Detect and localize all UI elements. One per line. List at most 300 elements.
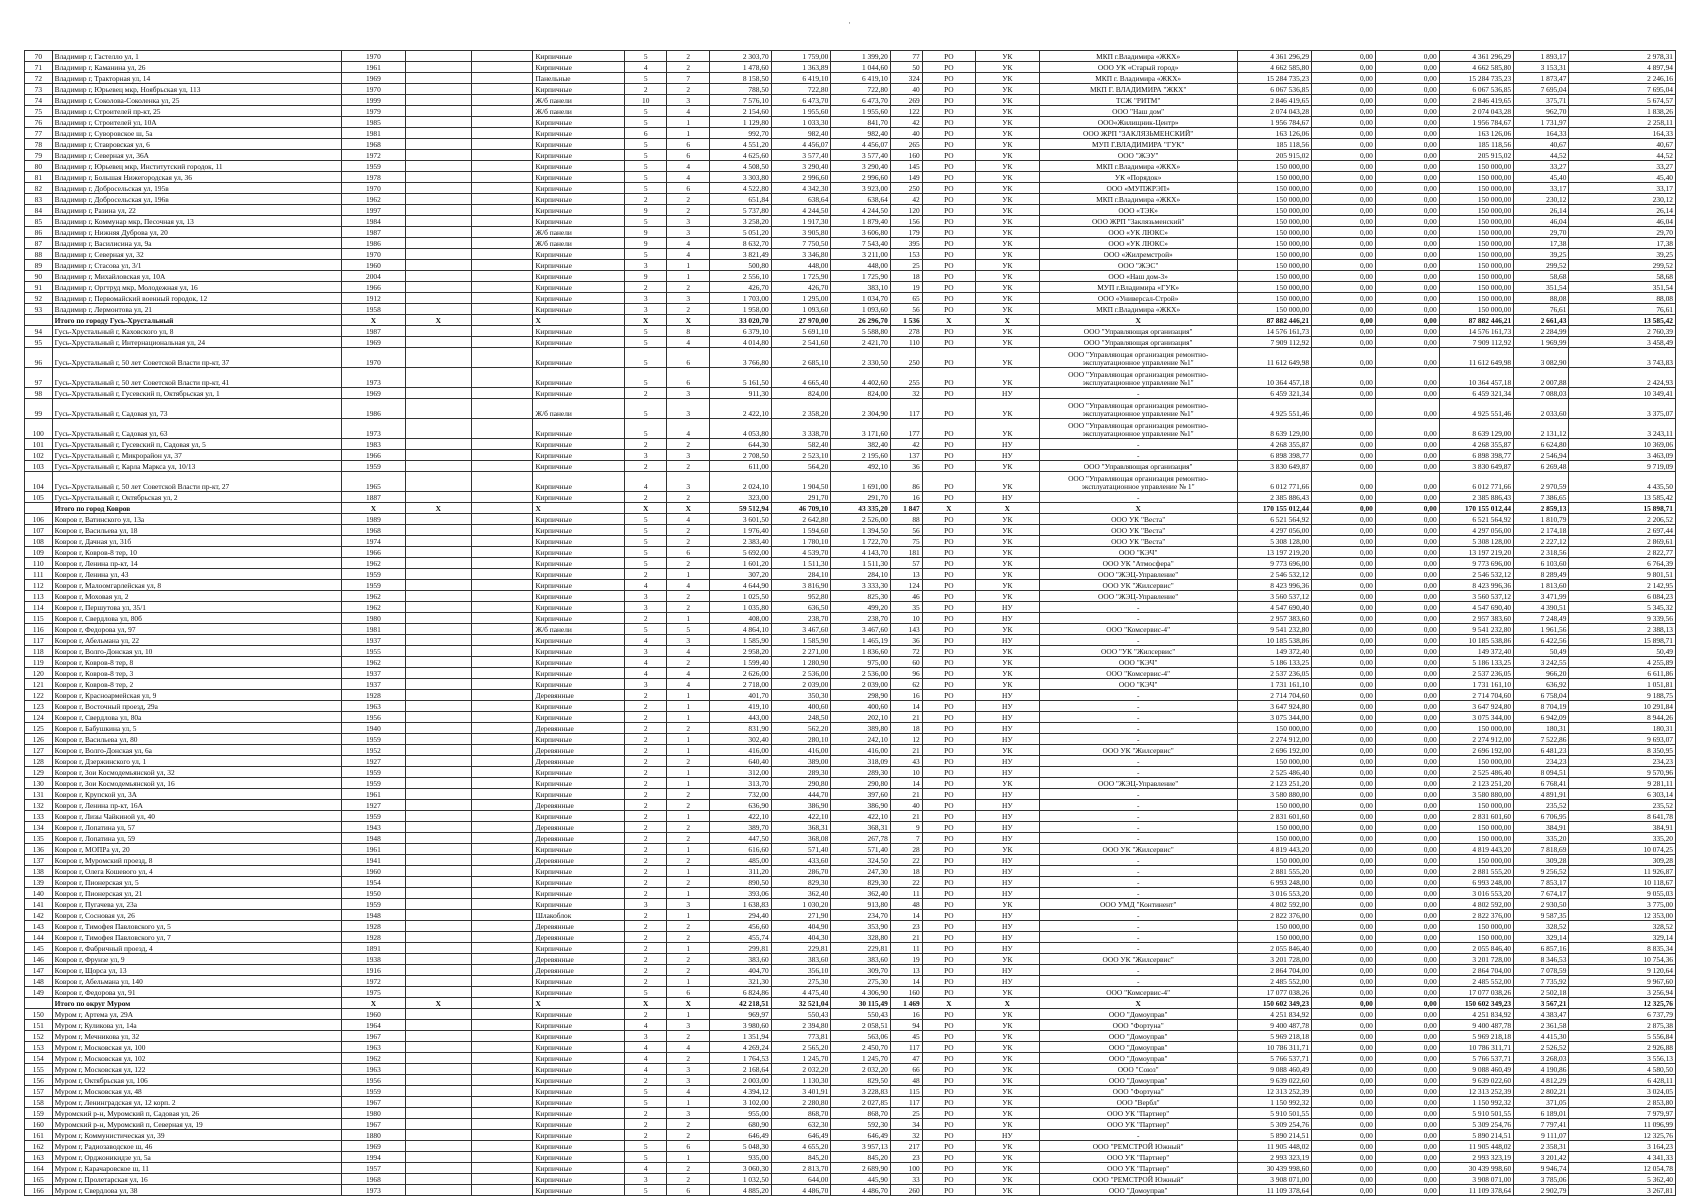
manager-cell: МУП Г.ВЛАДИМИРА "ГУК" [1039, 139, 1237, 150]
row-number: 112 [25, 580, 53, 591]
fund-share-cell: 0,00 [1312, 569, 1376, 580]
row-number: 73 [25, 84, 53, 95]
address-cell: Ковров г, Лизы Чайкиной ул, 40 [52, 811, 341, 822]
year-built-cell: 1962 [342, 194, 406, 205]
owners-cost-cell: 2 714 704,60 [1439, 690, 1513, 701]
total-area-cell: 992,70 [710, 128, 772, 139]
budget-share-cell: 0,00 [1375, 326, 1439, 337]
fund-share-cell: 0,00 [1312, 558, 1376, 569]
year-reconstruction-cell [405, 712, 471, 723]
row-number: 89 [25, 260, 53, 271]
total-area-cell: 307,20 [710, 569, 772, 580]
living-area-cell: 1 917,30 [771, 216, 831, 227]
year-built-cell: 1928 [342, 690, 406, 701]
total-area-cell: 3 601,50 [710, 514, 772, 525]
row-number: 148 [25, 976, 53, 987]
row-number: 102 [25, 450, 53, 461]
fund-cell: РО [922, 1152, 975, 1163]
floors-cell: 4 [624, 1064, 667, 1075]
wall-material-cell: Кирпичные [533, 943, 624, 954]
table-row [25, 789, 1676, 800]
budget-share-cell: 0,00 [1375, 150, 1439, 161]
address-cell: Ковров г, Першутова ул, 35/1 [52, 602, 341, 613]
private-area-cell: 829,30 [831, 877, 891, 888]
cost-per-m2-cell: 2 661,43 [1514, 315, 1569, 326]
management-form-cell: УК [975, 1009, 1039, 1020]
owners-cost-cell: 150 000,00 [1439, 822, 1513, 833]
living-area-cell: 284,10 [771, 569, 831, 580]
cost-per-m2-cell: 2 970,59 [1514, 472, 1569, 492]
manager-cell: - [1039, 910, 1237, 921]
manager-cell: - [1039, 613, 1237, 624]
manager-cell: ООО УК "Партнер" [1039, 1163, 1237, 1174]
budget-share-cell: 0,00 [1375, 789, 1439, 800]
year-reconstruction-cell: Х [405, 315, 471, 326]
entrances-cell: 3 [667, 635, 710, 646]
blank-cell [471, 767, 533, 778]
manager-cell: ООО "Наш дом" [1039, 106, 1237, 117]
total-area-cell: 299,81 [710, 943, 772, 954]
residents-cell: 143 [890, 624, 922, 635]
table-row [25, 866, 1676, 877]
limit-per-m2-cell: 40,67 [1569, 139, 1676, 150]
year-built-cell: 1994 [342, 1152, 406, 1163]
private-area-cell: 638,64 [831, 194, 891, 205]
management-form-cell: УК [975, 1108, 1039, 1119]
wall-material-cell: Х [533, 503, 624, 514]
owners-cost-cell: 150 000,00 [1439, 271, 1513, 282]
blank-cell [471, 238, 533, 249]
blank-cell [471, 580, 533, 591]
residents-cell: 65 [890, 293, 922, 304]
limit-per-m2-cell: 2 424,93 [1569, 368, 1676, 388]
address-cell: Владимир г, Большая Нижегородская ул, 36 [52, 172, 341, 183]
budget-share-cell: 0,00 [1375, 1119, 1439, 1130]
floors-cell: 5 [624, 1152, 667, 1163]
limit-per-m2-cell: 39,25 [1569, 249, 1676, 260]
total-area-cell: 3 258,20 [710, 216, 772, 227]
wall-material-cell: Ж/б панели [533, 106, 624, 117]
manager-cell: ООО "Управляющая организация ремонтно-эксплуатационное управление №1" [1039, 399, 1237, 419]
entrances-cell: 2 [667, 194, 710, 205]
table-row [25, 337, 1676, 348]
budget-share-cell: 0,00 [1375, 51, 1439, 62]
row-number: 115 [25, 613, 53, 624]
address-cell: Муром г, Московская ул, 102 [52, 1053, 341, 1064]
entrances-cell: 6 [667, 1185, 710, 1196]
year-built-cell: 1937 [342, 635, 406, 646]
residents-cell: 160 [890, 150, 922, 161]
entrances-cell: 4 [667, 172, 710, 183]
cost-per-m2-cell: 371,05 [1514, 1097, 1569, 1108]
blank-cell [471, 128, 533, 139]
cost-per-m2-cell: 351,54 [1514, 282, 1569, 293]
limit-per-m2-cell: 2 926,88 [1569, 1042, 1676, 1053]
owners-cost-cell: 150 000,00 [1439, 932, 1513, 943]
total-cost-cell: 150 000,00 [1237, 833, 1311, 844]
fund-cell: РО [922, 932, 975, 943]
entrances-cell: 2 [667, 1174, 710, 1185]
total-area-cell: 8 158,50 [710, 73, 772, 84]
manager-cell: ООО "УК "Жилсервис" [1039, 646, 1237, 657]
budget-share-cell: 0,00 [1375, 348, 1439, 368]
row-number: 119 [25, 657, 53, 668]
floors-cell: 2 [624, 1119, 667, 1130]
budget-share-cell: 0,00 [1375, 315, 1439, 326]
budget-share-cell: 0,00 [1375, 84, 1439, 95]
total-area-cell: 2 003,00 [710, 1075, 772, 1086]
row-number: 153 [25, 1042, 53, 1053]
address-cell: Муром г, Мечникова ул, 32 [52, 1031, 341, 1042]
cost-per-m2-cell: 6 422,56 [1514, 635, 1569, 646]
budget-share-cell: 0,00 [1375, 569, 1439, 580]
floors-cell: 2 [624, 844, 667, 855]
floors-cell: 2 [624, 439, 667, 450]
wall-material-cell: Кирпичные [533, 514, 624, 525]
residents-cell: 40 [890, 128, 922, 139]
budget-share-cell: 0,00 [1375, 756, 1439, 767]
floors-cell: 5 [624, 368, 667, 388]
row-number: 120 [25, 668, 53, 679]
fund-share-cell: 0,00 [1312, 95, 1376, 106]
year-built-cell: 1937 [342, 668, 406, 679]
row-number: 104 [25, 472, 53, 492]
total-area-cell: 455,74 [710, 932, 772, 943]
fund-cell: РО [922, 1174, 975, 1185]
total-cost-cell: 3 647 924,80 [1237, 701, 1311, 712]
wall-material-cell: Кирпичные [533, 348, 624, 368]
limit-per-m2-cell: 384,91 [1569, 822, 1676, 833]
owners-cost-cell: 4 361 296,29 [1439, 51, 1513, 62]
floors-cell: 4 [624, 635, 667, 646]
cost-per-m2-cell: 636,92 [1514, 679, 1569, 690]
entrances-cell: 2 [667, 591, 710, 602]
limit-per-m2-cell: 26,14 [1569, 205, 1676, 216]
subtotal-row [25, 315, 1676, 326]
limit-per-m2-cell: 13 585,42 [1569, 492, 1676, 503]
wall-material-cell: Кирпичные [533, 194, 624, 205]
blank-cell [471, 194, 533, 205]
fund-cell: РО [922, 547, 975, 558]
row-number: 99 [25, 399, 53, 419]
address-cell: Ковров г, Ленина пр-кт, 14 [52, 558, 341, 569]
limit-per-m2-cell: 9 967,60 [1569, 976, 1676, 987]
cost-per-m2-cell: 9 587,35 [1514, 910, 1569, 921]
fund-share-cell: 0,00 [1312, 304, 1376, 315]
cost-per-m2-cell: 7 078,59 [1514, 965, 1569, 976]
year-reconstruction-cell [405, 106, 471, 117]
fund-share-cell: 0,00 [1312, 472, 1376, 492]
floors-cell: 2 [624, 965, 667, 976]
owners-cost-cell: 185 118,56 [1439, 139, 1513, 150]
management-form-cell: УК [975, 51, 1039, 62]
manager-cell: ООО "Управляющая организация" [1039, 326, 1237, 337]
year-reconstruction-cell [405, 304, 471, 315]
total-area-cell: 419,10 [710, 701, 772, 712]
blank-cell [471, 183, 533, 194]
limit-per-m2-cell: 6 611,86 [1569, 668, 1676, 679]
owners-cost-cell: 10 786 311,71 [1439, 1042, 1513, 1053]
living-area-cell: 2 685,10 [771, 348, 831, 368]
fund-share-cell: 0,00 [1312, 1174, 1376, 1185]
fund-cell: РО [922, 514, 975, 525]
manager-cell: - [1039, 712, 1237, 723]
table-row [25, 767, 1676, 778]
fund-cell: РО [922, 1053, 975, 1064]
blank-cell [471, 613, 533, 624]
fund-share-cell: 0,00 [1312, 450, 1376, 461]
budget-share-cell: 0,00 [1375, 745, 1439, 756]
manager-cell: ООО УК "Жилсервис" [1039, 580, 1237, 591]
living-area-cell: 356,10 [771, 965, 831, 976]
fund-cell: РО [922, 635, 975, 646]
private-area-cell: 824,00 [831, 388, 891, 399]
private-area-cell: 2 195,60 [831, 450, 891, 461]
budget-share-cell: 0,00 [1375, 866, 1439, 877]
row-number: 163 [25, 1152, 53, 1163]
table-row [25, 128, 1676, 139]
budget-share-cell: 0,00 [1375, 1174, 1439, 1185]
address-cell: Владимир г, Лермонтова ул, 21 [52, 304, 341, 315]
total-area-cell: 404,70 [710, 965, 772, 976]
fund-share-cell: 0,00 [1312, 1009, 1376, 1020]
blank-cell [471, 734, 533, 745]
table-row [25, 95, 1676, 106]
year-reconstruction-cell [405, 580, 471, 591]
management-form-cell: УК [975, 282, 1039, 293]
table-row [25, 172, 1676, 183]
owners-cost-cell: 4 819 443,20 [1439, 844, 1513, 855]
owners-cost-cell: 7 909 112,92 [1439, 337, 1513, 348]
total-area-cell: 294,40 [710, 910, 772, 921]
total-area-cell: 3 766,80 [710, 348, 772, 368]
address-cell: Ковров г, Федорова ул, 97 [52, 624, 341, 635]
residents-cell: 36 [890, 635, 922, 646]
manager-cell: ООО "КЭЧ" [1039, 547, 1237, 558]
row-number: 144 [25, 932, 53, 943]
entrances-cell: 4 [667, 668, 710, 679]
budget-share-cell: 0,00 [1375, 139, 1439, 150]
owners-cost-cell: 6 459 321,34 [1439, 388, 1513, 399]
total-area-cell: 636,90 [710, 800, 772, 811]
year-reconstruction-cell [405, 282, 471, 293]
limit-per-m2-cell: 234,23 [1569, 756, 1676, 767]
limit-per-m2-cell: 2 978,31 [1569, 51, 1676, 62]
fund-share-cell: 0,00 [1312, 646, 1376, 657]
management-form-cell: УК [975, 326, 1039, 337]
row-number: 151 [25, 1020, 53, 1031]
fund-cell: РО [922, 293, 975, 304]
entrances-cell: 2 [667, 1119, 710, 1130]
year-built-cell: Х [342, 315, 406, 326]
living-area-cell: 2 565,20 [771, 1042, 831, 1053]
owners-cost-cell: 150 000,00 [1439, 855, 1513, 866]
management-form-cell: НУ [975, 690, 1039, 701]
cost-per-m2-cell: 2 526,52 [1514, 1042, 1569, 1053]
floors-cell: 5 [624, 216, 667, 227]
blank-cell [471, 987, 533, 998]
budget-share-cell: 0,00 [1375, 899, 1439, 910]
entrances-cell: 3 [667, 216, 710, 227]
owners-cost-cell: 150 000,00 [1439, 161, 1513, 172]
limit-per-m2-cell: 8 944,26 [1569, 712, 1676, 723]
row-number: 79 [25, 150, 53, 161]
total-area-cell: 5 048,30 [710, 1141, 772, 1152]
budget-share-cell: 0,00 [1375, 613, 1439, 624]
management-form-cell: Х [975, 503, 1039, 514]
private-area-cell: 2 032,20 [831, 1064, 891, 1075]
management-form-cell: НУ [975, 492, 1039, 503]
management-form-cell: УК [975, 679, 1039, 690]
limit-per-m2-cell: 2 142,95 [1569, 580, 1676, 591]
limit-per-m2-cell: 2 388,13 [1569, 624, 1676, 635]
owners-cost-cell: 150 000,00 [1439, 921, 1513, 932]
row-number: 161 [25, 1130, 53, 1141]
wall-material-cell: Кирпичные [533, 216, 624, 227]
living-area-cell: 1 759,00 [771, 51, 831, 62]
table-row [25, 51, 1676, 62]
budget-share-cell: 0,00 [1375, 855, 1439, 866]
cost-per-m2-cell: 3 242,55 [1514, 657, 1569, 668]
total-cost-cell: 150 000,00 [1237, 723, 1311, 734]
owners-cost-cell: 2 696 192,00 [1439, 745, 1513, 756]
private-area-cell: 4 456,07 [831, 139, 891, 150]
year-reconstruction-cell [405, 888, 471, 899]
residents-cell: 120 [890, 205, 922, 216]
wall-material-cell: Кирпичные [533, 778, 624, 789]
fund-share-cell: 0,00 [1312, 976, 1376, 987]
year-built-cell: 1948 [342, 833, 406, 844]
address-cell: Гусь-Хрустальный г, 50 лет Советской Власти пр-кт, 37 [52, 348, 341, 368]
year-built-cell: 1999 [342, 95, 406, 106]
limit-per-m2-cell: 2 822,77 [1569, 547, 1676, 558]
wall-material-cell: Кирпичные [533, 899, 624, 910]
year-reconstruction-cell [405, 205, 471, 216]
year-reconstruction-cell [405, 767, 471, 778]
floors-cell: 2 [624, 932, 667, 943]
limit-per-m2-cell: 2 869,61 [1569, 536, 1676, 547]
blank-cell [471, 778, 533, 789]
management-form-cell: УК [975, 1174, 1039, 1185]
total-cost-cell: 150 000,00 [1237, 227, 1311, 238]
blank-cell [471, 461, 533, 472]
owners-cost-cell: 30 439 998,60 [1439, 1163, 1513, 1174]
year-built-cell: 1978 [342, 172, 406, 183]
blank-cell [471, 1020, 533, 1031]
limit-per-m2-cell: 10 369,06 [1569, 439, 1676, 450]
limit-per-m2-cell: 45,40 [1569, 172, 1676, 183]
budget-share-cell: 0,00 [1375, 503, 1439, 514]
table-row [25, 734, 1676, 745]
total-area-cell: 6 379,10 [710, 326, 772, 337]
floors-cell: 10 [624, 95, 667, 106]
limit-per-m2-cell: 164,33 [1569, 128, 1676, 139]
entrances-cell: 1 [667, 767, 710, 778]
limit-per-m2-cell: 9 693,07 [1569, 734, 1676, 745]
cost-per-m2-cell: 2 802,21 [1514, 1086, 1569, 1097]
blank-cell [471, 139, 533, 150]
wall-material-cell: Кирпичные [533, 1075, 624, 1086]
living-area-cell: 404,30 [771, 932, 831, 943]
year-built-cell: 1997 [342, 205, 406, 216]
private-area-cell: 2 450,70 [831, 1042, 891, 1053]
living-area-cell: 1 245,70 [771, 1053, 831, 1064]
total-cost-cell: 5 308 128,00 [1237, 536, 1311, 547]
limit-per-m2-cell: 10 349,41 [1569, 388, 1676, 399]
wall-material-cell: Ж/б панели [533, 399, 624, 419]
owners-cost-cell: 9 773 696,00 [1439, 558, 1513, 569]
address-cell: Владимир г, Каманина ул, 26 [52, 62, 341, 73]
limit-per-m2-cell: 11 926,87 [1569, 866, 1676, 877]
table-row [25, 800, 1676, 811]
row-number: 142 [25, 910, 53, 921]
total-cost-cell: 3 830 649,87 [1237, 461, 1311, 472]
row-number: 147 [25, 965, 53, 976]
floors-cell: 5 [624, 150, 667, 161]
year-reconstruction-cell [405, 51, 471, 62]
living-area-cell: 582,40 [771, 439, 831, 450]
year-built-cell: 1986 [342, 399, 406, 419]
wall-material-cell: Деревянные [533, 723, 624, 734]
cost-per-m2-cell: 7 088,03 [1514, 388, 1569, 399]
fund-share-cell: 0,00 [1312, 712, 1376, 723]
private-area-cell: 416,00 [831, 745, 891, 756]
total-area-cell: 323,00 [710, 492, 772, 503]
limit-per-m2-cell: 13 585,42 [1569, 315, 1676, 326]
manager-cell: ООО "Домоуправ" [1039, 1053, 1237, 1064]
manager-cell: ООО "ЖЭЦ-Управление" [1039, 569, 1237, 580]
table-row [25, 1042, 1676, 1053]
year-reconstruction-cell [405, 1042, 471, 1053]
year-reconstruction-cell [405, 1097, 471, 1108]
budget-share-cell: 0,00 [1375, 921, 1439, 932]
fund-cell: РО [922, 399, 975, 419]
table-row [25, 1031, 1676, 1042]
budget-share-cell: 0,00 [1375, 282, 1439, 293]
year-built-cell: 1956 [342, 712, 406, 723]
address-cell: Гусь-Хрустальный г, Карла Маркса ул, 10/13 [52, 461, 341, 472]
cost-per-m2-cell: 2 318,56 [1514, 547, 1569, 558]
private-area-cell: 492,10 [831, 461, 891, 472]
management-form-cell: УК [975, 419, 1039, 439]
total-cost-cell: 11 905 448,02 [1237, 1141, 1311, 1152]
fund-cell: РО [922, 668, 975, 679]
address-cell: Владимир г, Строителей пр-кт, 25 [52, 106, 341, 117]
fund-cell: РО [922, 1108, 975, 1119]
owners-cost-cell: 2 881 555,20 [1439, 866, 1513, 877]
row-number: 75 [25, 106, 53, 117]
owners-cost-cell: 2 864 704,00 [1439, 965, 1513, 976]
private-area-cell: 825,30 [831, 591, 891, 602]
residents-cell: 11 [890, 943, 922, 954]
address-cell: Владимир г, Тракторная ул, 14 [52, 73, 341, 84]
entrances-cell: 4 [667, 1042, 710, 1053]
manager-cell: МКП г.Владимира «ЖКХ» [1039, 194, 1237, 205]
year-built-cell: 1981 [342, 624, 406, 635]
owners-cost-cell: 150 000,00 [1439, 205, 1513, 216]
living-area-cell: 644,00 [771, 1174, 831, 1185]
blank-cell [471, 811, 533, 822]
year-built-cell: 1968 [342, 1174, 406, 1185]
manager-cell: ООО "ЖЭЦ-Управление" [1039, 778, 1237, 789]
table-row [25, 161, 1676, 172]
address-cell: Ковров г, Лопатина ул, 59 [52, 833, 341, 844]
management-form-cell: НУ [975, 635, 1039, 646]
floors-cell: 2 [624, 745, 667, 756]
budget-share-cell: 0,00 [1375, 419, 1439, 439]
year-built-cell: 1975 [342, 987, 406, 998]
management-form-cell: УК [975, 227, 1039, 238]
